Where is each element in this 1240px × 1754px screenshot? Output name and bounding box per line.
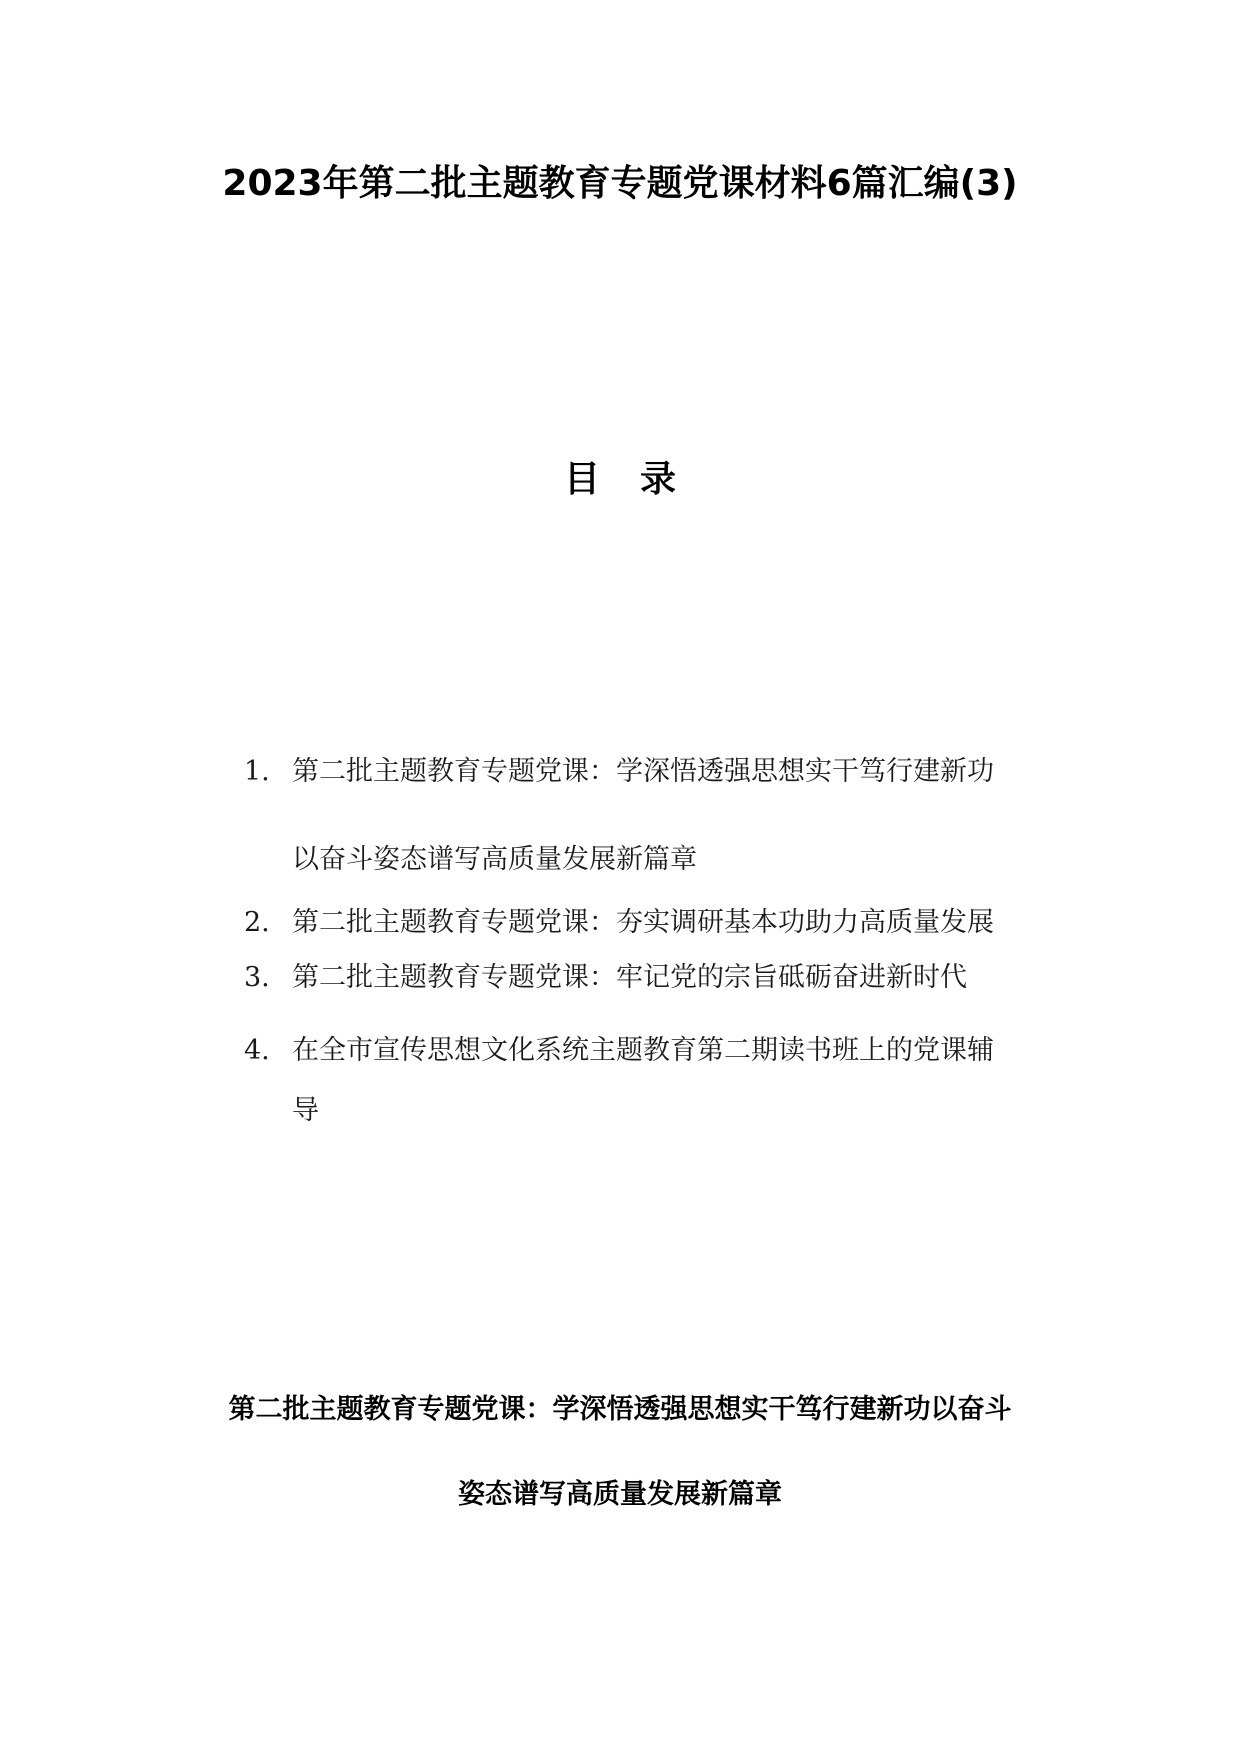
section-heading-line-2: 姿态谱写高质量发展新篇章: [458, 1479, 782, 1510]
toc-item-title: [292, 1031, 1064, 1126]
toc-item-title: 第二批主题教育专题党课：夯实调研基本功助力高质量发展: [292, 907, 994, 938]
toc-item-number: 1.: [244, 756, 270, 787]
section-heading-line-1: 第二批主题教育专题党课：学深悟透强思想实干笃行建新功以奋斗: [228, 1394, 1012, 1425]
toc-heading: 目录: [563, 459, 716, 500]
toc-item-number: 2.: [244, 907, 270, 938]
toc-item-title: [292, 752, 1064, 875]
toc-item-number: 4.: [244, 1035, 270, 1066]
toc-item-title-line: 导: [292, 1095, 319, 1126]
document-title: 2023年第二批主题教育专题党课材料6篇汇编(3): [222, 163, 1018, 204]
toc-item-number: 3.: [244, 962, 270, 993]
toc-item-title: 第二批主题教育专题党课：牢记党的宗旨砥砺奋进新时代: [292, 962, 967, 993]
toc-item-title-line: 以奋斗姿态谱写高质量发展新篇章: [292, 844, 697, 875]
toc-item-title-line: 在全市宣传思想文化系统主题教育第二期读书班上的党课辅: [292, 1035, 994, 1066]
toc-item-title-line: 第二批主题教育专题党课：学深悟透强思想实干笃行建新功: [292, 756, 994, 787]
